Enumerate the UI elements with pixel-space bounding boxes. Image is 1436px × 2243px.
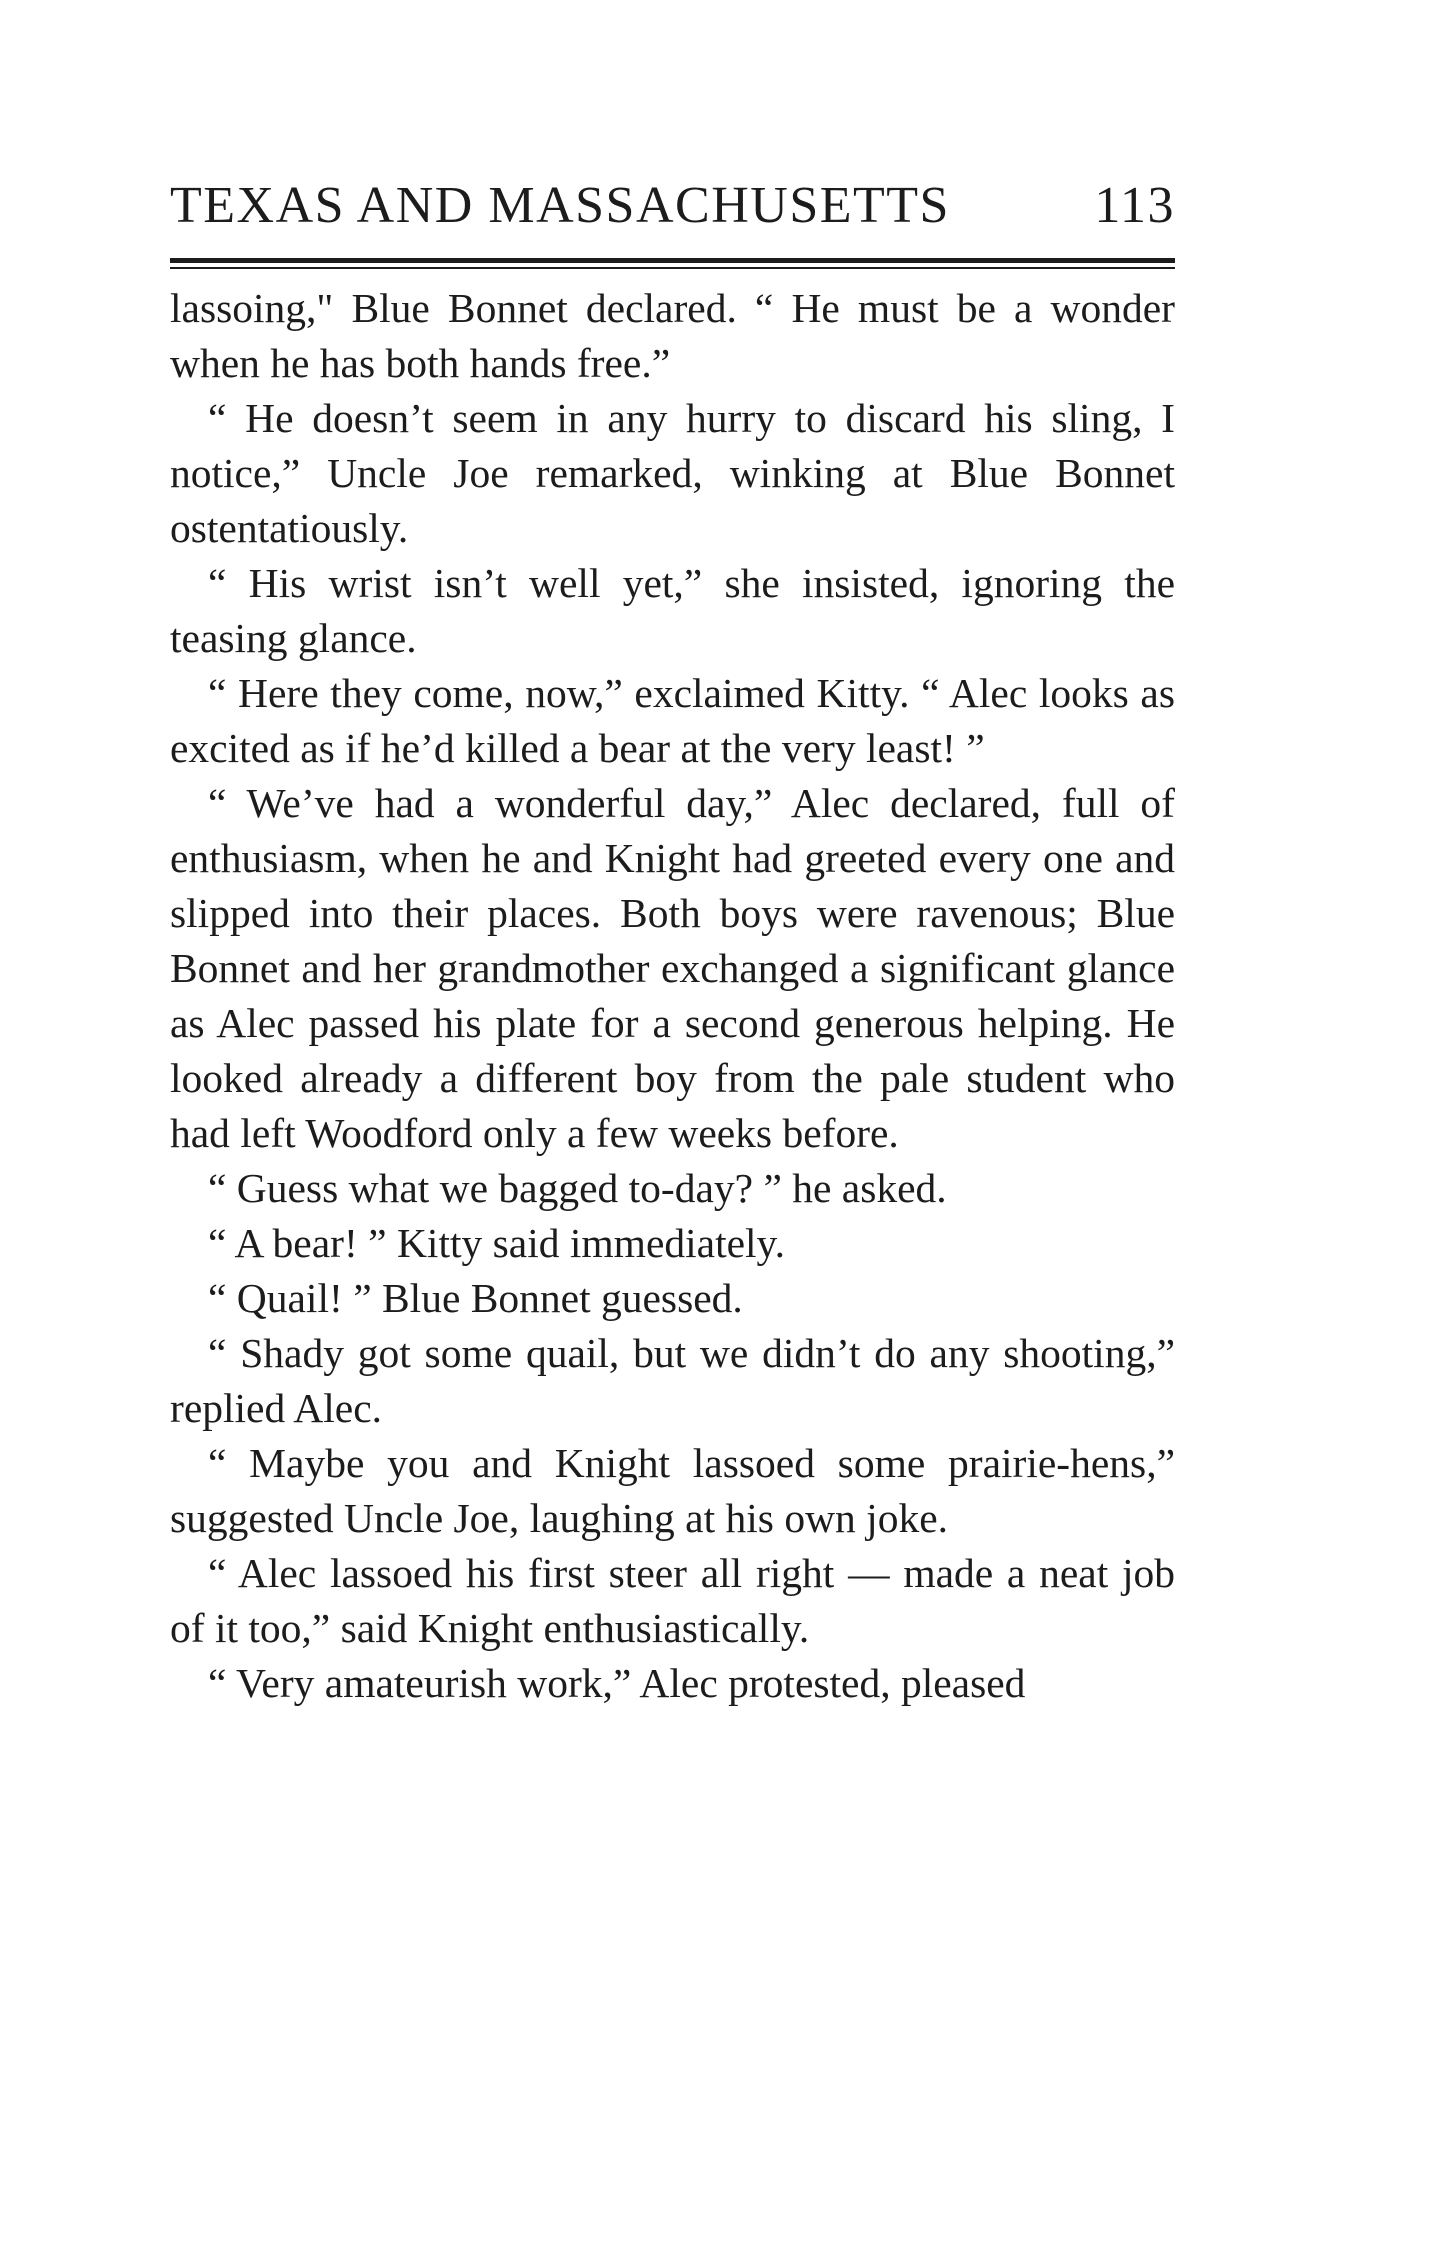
paragraph: “ Guess what we bagged to-day? ” he asked.: [208, 1165, 947, 1211]
header-rule-thin: [170, 267, 1175, 269]
header-rule-thick: [170, 258, 1175, 263]
paragraph: “ We’ve had a wonderful day,” Alec declared, full of enthusiasm, when he and Knight had greeted every one and slipped into their places. Both boys were ravenous; Blue Bonnet and her grandmother exchanged a significant glance as Alec passed his plate for a second generous helping. He looked already a different boy from the pale student who had left Woodford only a few weeks before.: [170, 780, 1175, 1156]
paragraph: “ A bear! ” Kitty said immediately.: [208, 1220, 785, 1266]
paragraph: “ Very amateurish work,” Alec protested, pleased: [208, 1660, 1026, 1706]
paragraph: “ Maybe you and Knight lassoed some prairie-hens,” suggested Uncle Joe, laughing at his own joke.: [170, 1440, 1175, 1541]
paragraph: “ Here they come, now,” exclaimed Kitty. “ Alec looks as excited as if he’d killed a bear at the very least! ”: [170, 670, 1175, 771]
running-head: [170, 177, 1175, 242]
body-text: [170, 281, 1175, 1711]
paragraph: “ His wrist isn’t well yet,” she insisted, ignoring the teasing glance.: [170, 560, 1175, 661]
chapter-title: TEXAS AND MASSACHUSETTS: [170, 177, 950, 234]
book-page: [170, 177, 1175, 1711]
paragraph: “ Shady got some quail, but we didn’t do any shooting,” replied Alec.: [170, 1330, 1175, 1431]
page-number: 113: [1094, 177, 1175, 234]
paragraph: lassoing," Blue Bonnet declared. “ He must be a wonder when he has both hands free.”: [170, 285, 1175, 386]
paragraph: “ Quail! ” Blue Bonnet guessed.: [208, 1275, 743, 1321]
paragraph: “ He doesn’t seem in any hurry to discard his sling, I notice,” Uncle Joe remarked, winking at Blue Bonnet ostentatiously.: [170, 395, 1175, 551]
paragraph: “ Alec lassoed his first steer all right — made a neat job of it too,” said Knight enthusiastically.: [170, 1550, 1175, 1651]
